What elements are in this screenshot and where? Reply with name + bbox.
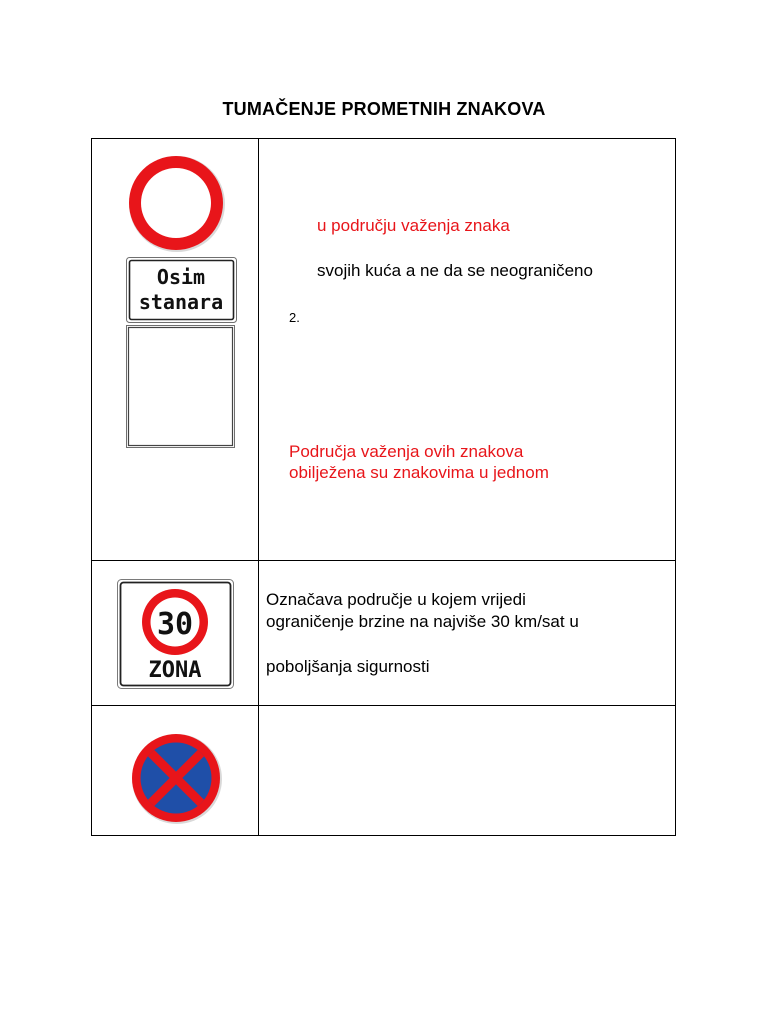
no-vehicles-sign-icon bbox=[125, 154, 229, 254]
speed-value: 30 bbox=[156, 607, 194, 642]
row1-list-number: 2. bbox=[289, 310, 300, 325]
table-row-divider bbox=[91, 560, 676, 561]
row1-black-text-1: svojih kuća a ne da se neograničeno bbox=[317, 261, 593, 280]
zone-label: ZONA bbox=[148, 658, 202, 683]
no-stopping-sign-icon bbox=[129, 733, 225, 823]
plate-line-1: Osim bbox=[156, 265, 206, 289]
row2-text-1: Označava područje u kojem vrijedi bbox=[266, 590, 526, 609]
row2-text-2: ograničenje brzine na najviše 30 km/sat u bbox=[266, 612, 579, 631]
plate-line-2: stanara bbox=[138, 290, 224, 314]
row1-red-text-3: obilježena su znakovima u jednom bbox=[289, 463, 549, 482]
blank-plate bbox=[126, 325, 235, 448]
residents-exception-plate bbox=[126, 257, 237, 323]
row2-text-3: poboljšanja sigurnosti bbox=[266, 657, 430, 676]
row1-red-text-2: Područja važenja ovih znakova bbox=[289, 442, 524, 461]
row1-red-text-1: u području važenja znaka bbox=[317, 216, 510, 235]
page-title: TUMAČENJE PROMETNIH ZNAKOVA bbox=[222, 99, 546, 119]
speed-limit-zone-sign-icon bbox=[117, 579, 234, 689]
table-row-divider bbox=[91, 705, 676, 706]
table-column-divider bbox=[258, 138, 259, 836]
